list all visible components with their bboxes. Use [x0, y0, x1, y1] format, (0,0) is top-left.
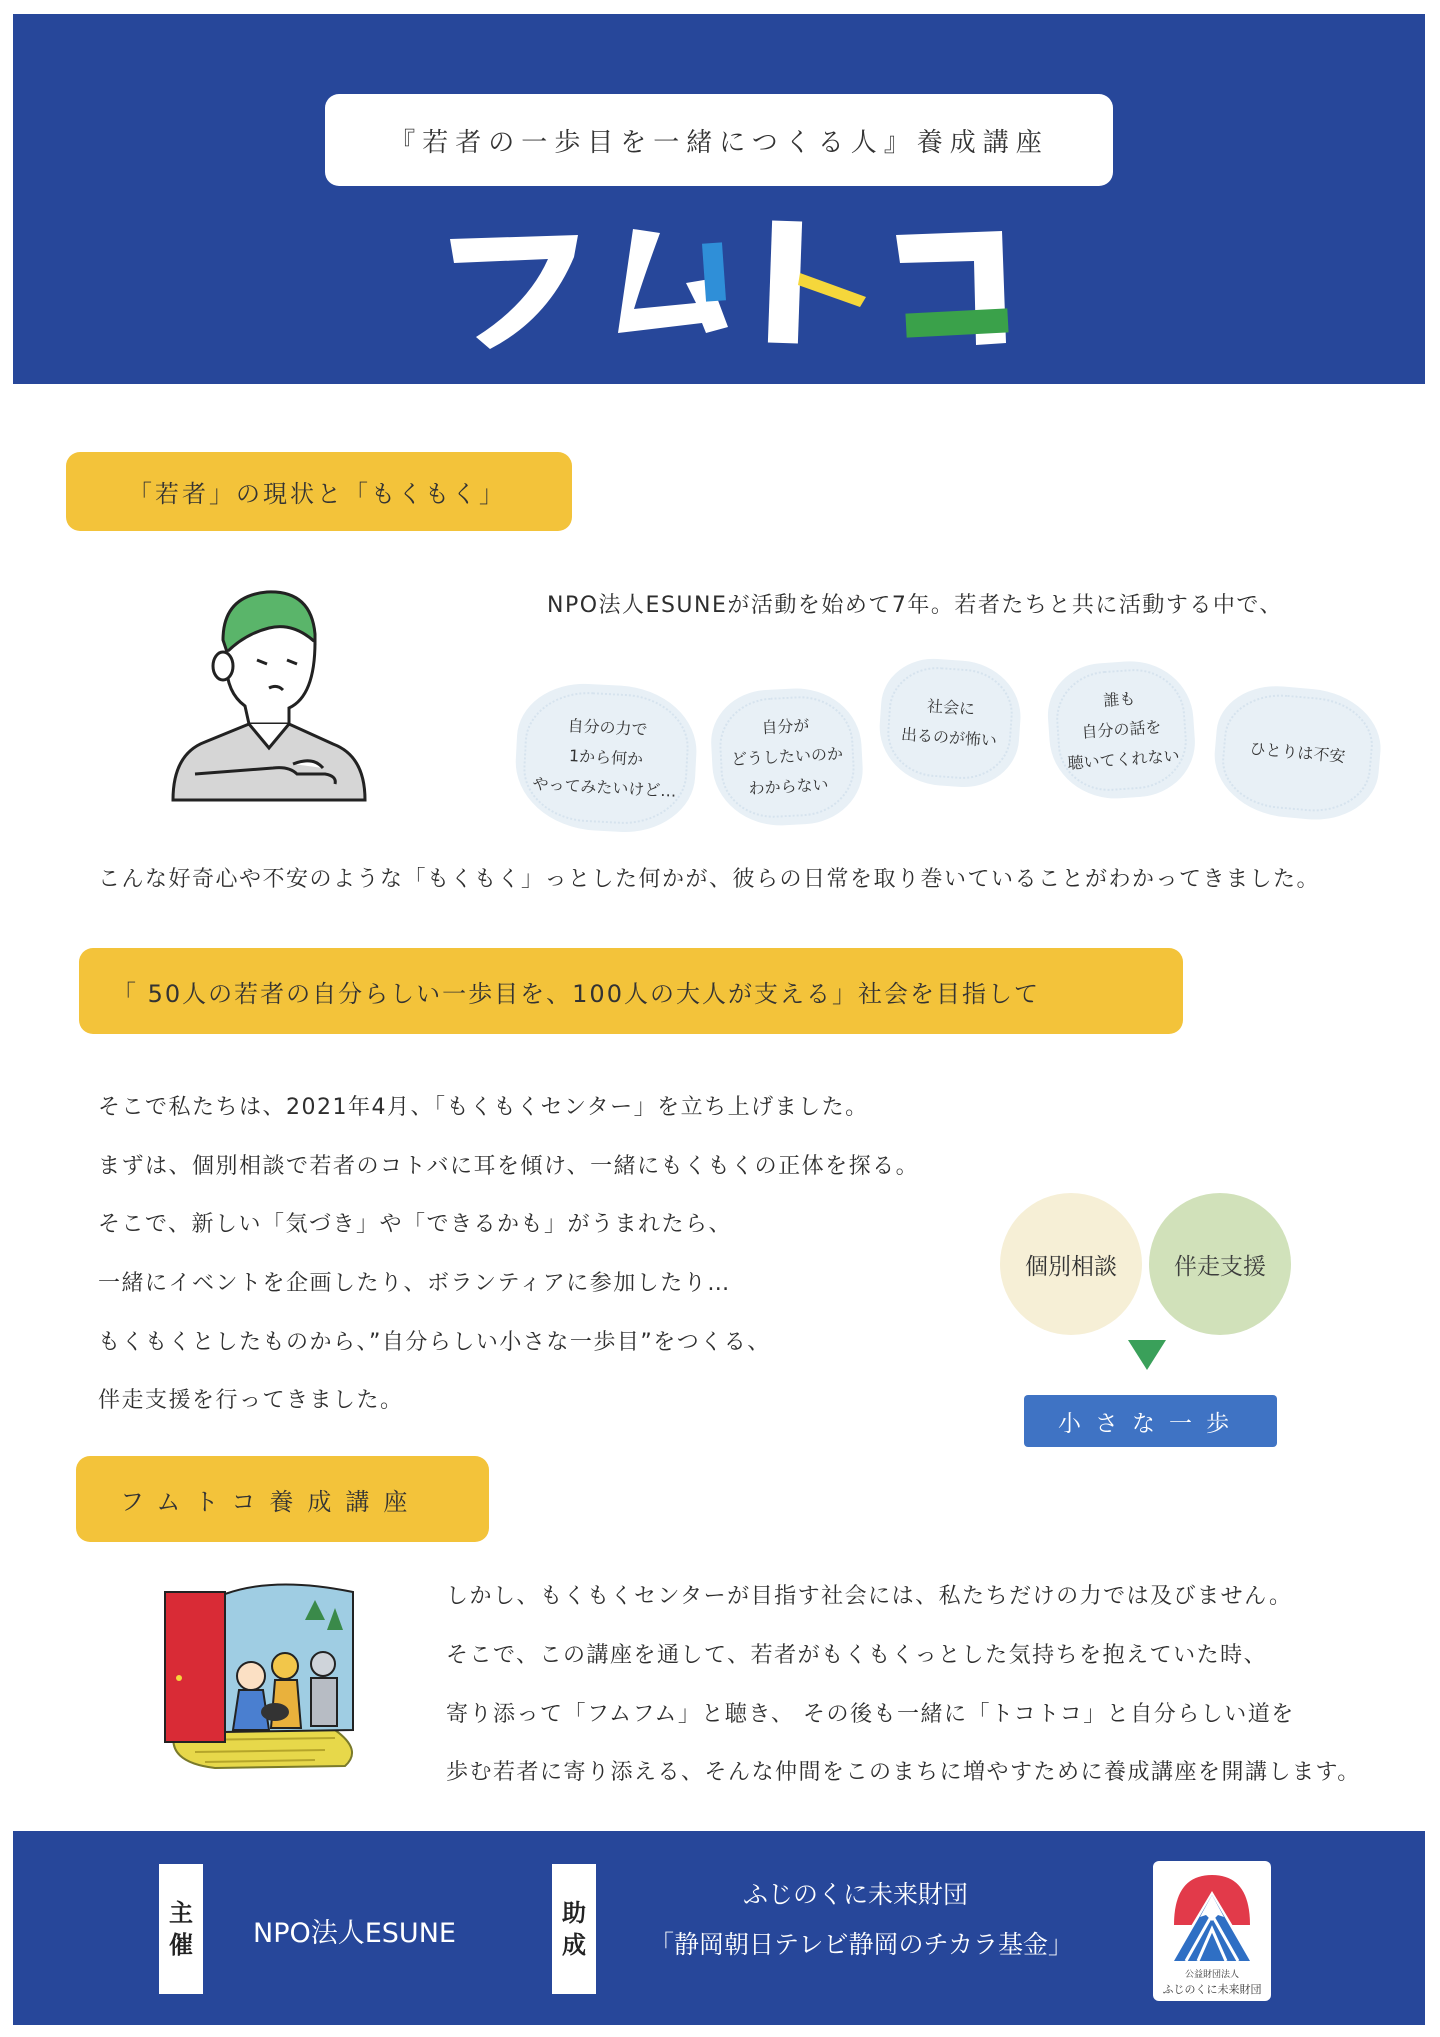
section2-line-1: そこで私たちは、2021年4月、「もくもくセンター」を立ち上げました。 [98, 1095, 869, 1120]
organizer-name: NPO法人ESUNE [253, 1918, 456, 1949]
section-label-youth-status: 「若者」の現状と「もくもく」 [66, 452, 572, 531]
section1-intro: NPO法人ESUNEが活動を始めて7年。若者たちと共に活動する中で、 [547, 593, 1283, 618]
small-step-box: 小さな一歩 [1024, 1395, 1277, 1447]
worry-cloud-4: 誰も 自分の話を 聴いてくれない [1044, 657, 1198, 803]
grant-tag: 助 成 [552, 1864, 596, 1994]
section2-line-2: まずは、個別相談で若者のコトバに耳を傾け、一緒にもくもくの正体を探る。 [98, 1154, 920, 1179]
section2-line-5: もくもくとしたものから、”自分らしい小さな一歩目”をつくる、 [98, 1330, 771, 1355]
organizer-tag: 主 催 [159, 1864, 203, 1994]
worry-cloud-2: 自分が どうしたいのか わからない [709, 685, 866, 829]
grant-fund: 「静岡朝日テレビ静岡のチカラ基金」 [649, 1930, 1074, 1959]
section2-line-4: 一緒にイベントを企画したり、ボランティアに参加したり… [98, 1271, 731, 1296]
section1-summary: こんな好奇心や不安のような「もくもく」っとした何かが、彼らの日常を取り巻いていることがわかってきました。 [98, 867, 1321, 892]
wizard-of-oz-illustration [155, 1580, 365, 1775]
individual-consultation-circle: 個別相談 [1000, 1193, 1142, 1335]
arrow-down-icon [1128, 1340, 1166, 1370]
section3-line-1: しかし、もくもくセンターが目指す社会には、私たちだけの力では及びません。 [446, 1584, 1293, 1609]
section-label-course: フムトコ養成講座 [76, 1456, 489, 1542]
section2-line-3: そこで、新しい「気づき」や「できるかも」がうまれたら、 [98, 1212, 733, 1237]
foundation-logo [1153, 1861, 1271, 2001]
worry-cloud-3: 社会に 出るのが怖い [876, 655, 1024, 790]
accompanying-support-circle: 伴走支援 [1149, 1193, 1291, 1335]
section3-line-3: 寄り添って「フムフム」と聴き、 その後も一緒に「トコトコ」と自分らしい道を [446, 1702, 1295, 1727]
mount-fuji-logo-icon [1162, 1865, 1262, 1965]
section2-line-6: 伴走支援を行ってきました。 [98, 1388, 404, 1413]
section-label-mission: 「 50人の若者の自分らしい一歩目を、100人の大人が支える」社会を目指して [79, 948, 1183, 1034]
header-banner [13, 14, 1425, 384]
course-subtitle: 『若者の一歩目を一緒につくる人』養成講座 [325, 94, 1113, 186]
worried-youth-illustration [165, 578, 370, 803]
worry-cloud-5: ひとりは不安 [1210, 681, 1386, 825]
logo-caption-small: 公益財団法人 [1184, 1970, 1239, 1980]
section3-line-2: そこで、この講座を通して、若者がもくもくっとした気持ちを抱えていた時、 [446, 1643, 1268, 1668]
grant-foundation: ふじのくに未来財団 [743, 1880, 969, 1909]
logo-caption: ふじのくに未来財団 [1162, 1983, 1262, 1996]
fumutoko-logo [428, 199, 1028, 359]
worry-cloud-1: 自分の力で 1から何か やってみたいけど… [512, 680, 699, 835]
footer-banner [13, 1831, 1425, 2025]
section3-line-4: 歩む若者に寄り添える、そんな仲間をこのまちに増やすために養成講座を開講します。 [446, 1760, 1361, 1785]
